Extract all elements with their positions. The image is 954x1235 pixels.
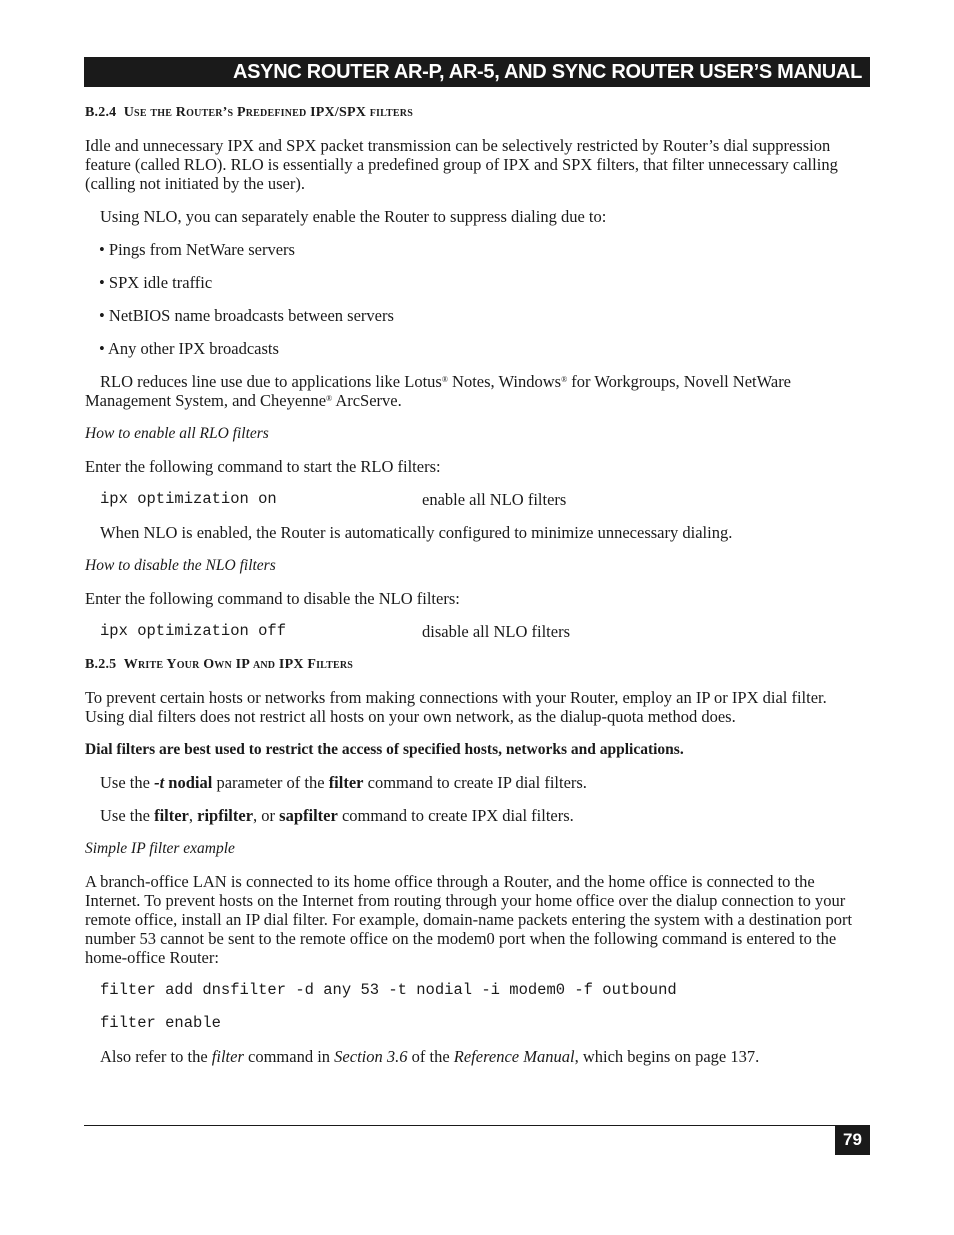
page-number: 79 — [835, 1125, 870, 1155]
command-code: filter add dnsfilter -d any 53 -t nodial -i modem0 -f outbound — [100, 981, 677, 999]
subheading-enable: How to enable all RLO filters — [85, 425, 269, 442]
paragraph: To prevent certain hosts or networks from making connections with your Router, employ an IP or IPX dial filter. Using dial filters does not restrict all hosts on your own network, as the dialup-quota method does. — [85, 688, 827, 726]
section-title: Write Your Own IP and IPX Filters — [123, 657, 354, 672]
paragraph: Use the filter, ripfilter, or sapfilter command to create IPX dial filters. — [100, 806, 574, 825]
paragraph: Using NLO, you can separately enable the Router to suppress dialing due to: — [100, 207, 607, 226]
list-item: • SPX idle traffic — [99, 273, 213, 292]
paragraph: RLO reduces line use due to applications like Lotus® Notes, Windows® for Workgroups, Novell NetWare Management System, and Cheyenne® ArcServe. — [85, 372, 792, 410]
command-row — [85, 490, 870, 509]
section-heading-b24: B.2.4 Use the Router’s Predefined IPX/SPX filters — [85, 105, 413, 120]
paragraph: Use the -t nodial parameter of the filter command to create IP dial filters. — [100, 773, 587, 792]
bold-note: Dial filters are best used to restrict the access of specified hosts, networks and applications. — [85, 741, 684, 758]
list-item: • NetBIOS name broadcasts between servers — [99, 306, 394, 325]
subheading-disable: How to disable the NLO filters — [85, 557, 276, 574]
paragraph: When NLO is enabled, the Router is automatically configured to minimize unnecessary dialing. — [100, 523, 733, 542]
paragraph: A branch-office LAN is connected to its home office through a Router, and the home office is connected to the Internet. To prevent hosts on the Internet from routing through your home office over the dialup connection to your remote office, install an IP dial filter. For example, domain-name packets entering the system with a destination port number 53 cannot be sent to the remote office on the modem0 port when the following command is entered to the home-office Router: — [85, 872, 853, 967]
command-description: enable all NLO filters — [422, 490, 567, 509]
footer-rule — [84, 1125, 870, 1126]
section-title: Use the Router’s Predefined IPX/SPX filters — [123, 105, 413, 120]
command-code: filter enable — [100, 1014, 221, 1032]
list-item: • Any other IPX broadcasts — [99, 339, 279, 358]
command-code: ipx optimization on — [100, 490, 277, 508]
list-item: • Pings from NetWare servers — [99, 240, 295, 259]
section-heading-b25: B.2.5 Write Your Own IP and IPX Filters — [85, 657, 354, 672]
command-code: ipx optimization off — [100, 622, 287, 640]
paragraph: Enter the following command to disable the NLO filters: — [85, 589, 460, 608]
paragraph: Idle and unnecessary IPX and SPX packet transmission can be selectively restricted by Router’s dial suppression feature (called RLO). RLO is essentially a predefined group of IPX and SPX filters, that filter unnecessary calling (calling not initiated by the user). — [85, 136, 838, 193]
paragraph: Enter the following command to start the RLO filters: — [85, 457, 441, 476]
manual-title: ASYNC ROUTER AR-P, AR-5, AND SYNC ROUTER USER’S MANUAL — [232, 61, 862, 83]
command-description: disable all NLO filters — [422, 622, 571, 641]
subheading-example: Simple IP filter example — [85, 840, 235, 857]
paragraph: Also refer to the filter command in Section 3.6 of the Reference Manual, which begins on page 137. — [100, 1047, 760, 1066]
running-header — [84, 57, 870, 87]
command-row — [85, 622, 870, 641]
page-content — [85, 103, 870, 1080]
